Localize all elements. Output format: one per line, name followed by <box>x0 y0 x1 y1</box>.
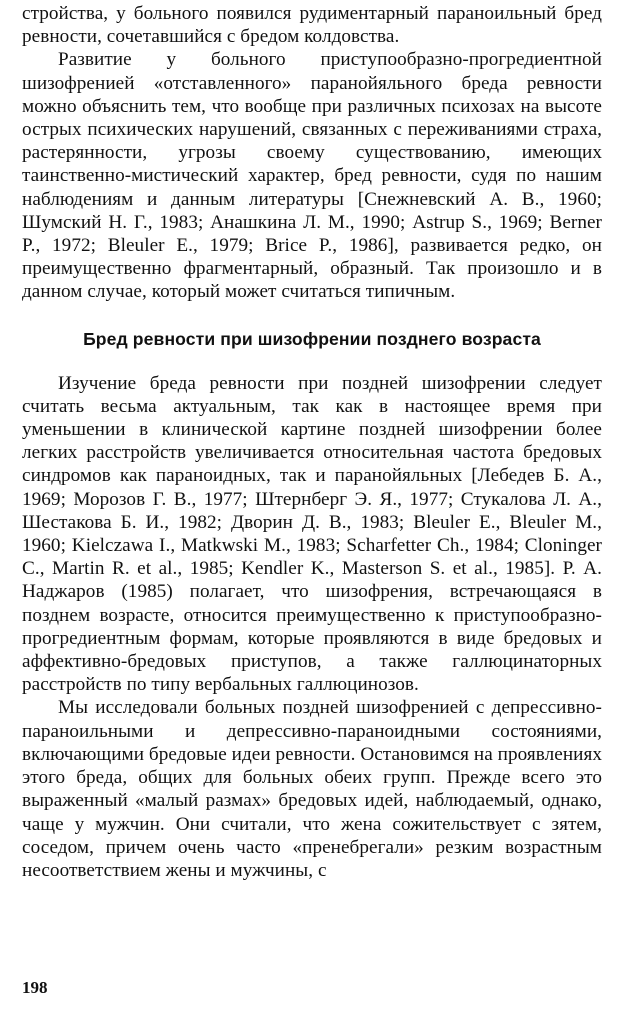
paragraph-patient-investigation: Мы исследовали больных поздней шизофренией с депрессивно-параноильными и депрессивно-параноидными состояниями, включающими бредовые идеи ревности. Остановимся на проявлениях этого бреда, общих для больных обеих групп. Прежде всего это выраженный «малый размах» бредовых идей, наблюдаемый, однако, чаще у мужчин. Они считали, что жена сожительствует с зятем, соседом, причем очень часто «пренебрегали» резким возрастным несоответствием жены и мужчины, с <box>22 697 602 881</box>
paragraph-late-schizophrenia-study: Изучение бреда ревности при поздней шизофрении следует считать весьма актуальным, так как в настоящее время при уменьшении в клинической картине поздней шизофрении более легких расстройств увеличивается относительная частота бредовых синдромов как параноидных, так и паранойяльных [Лебедев Б. А., 1969; Морозов Г. В., 1977; Штернберг Э. Я., 1977; Стукалова Л. А., Шестакова Б. И., 1982; Дворин Д. В., 1983; Bleuler E., Bleuler M., 1960; Kielczawa I., Matkwski M., 1983; Scharfetter Ch., 1984; Cloninger C., Martin R. et al., 1985; Kendler K., Masterson S. et al., 1985]. Р. А. Наджаров (1985) полагает, что шизофрения, встречающаяся в позднем возрасте, относится преимущественно к приступообразно-прогредиентным формам, которые проявляются в виде бредовых и аффективно-бредовых приступов, а также галлюцинаторных расстройств по типу вербальных галлюцинозов. <box>22 372 602 696</box>
page-number: 198 <box>22 978 48 997</box>
section-heading: Бред ревности при шизофрении позднего возраста <box>83 328 541 349</box>
paragraph-jealousy-delusion-development: Развитие у больного приступообразно-прогредиентной шизофренией «отставленного» паранойяльного бреда ревности можно объяснить тем, что вообще при различных психозах на высоте острых психических нарушений, связанных с переживаниями страха, растерянности, угрозы своему существованию, имеющих таинственно-мистический характер, бред ревности, судя по нашим наблюдениям и данным литературы [Снежневский А. В., 1960; Шумский Н. Г., 1983; Анашкина Л. М., 1990; Astrup S., 1969; Berner P., 1972; Bleuler E., 1979; Brice P., 1986], развивается редко, он преимущественно фрагментарный, образный. Так произошло и в данном случае, который может считаться типичным. <box>22 49 602 303</box>
paragraph-continuation: стройства, у больного появился рудиментарный параноильный бред ревности, сочетавшийся с бредом колдовства. <box>22 3 602 48</box>
book-page <box>22 0 602 1012</box>
